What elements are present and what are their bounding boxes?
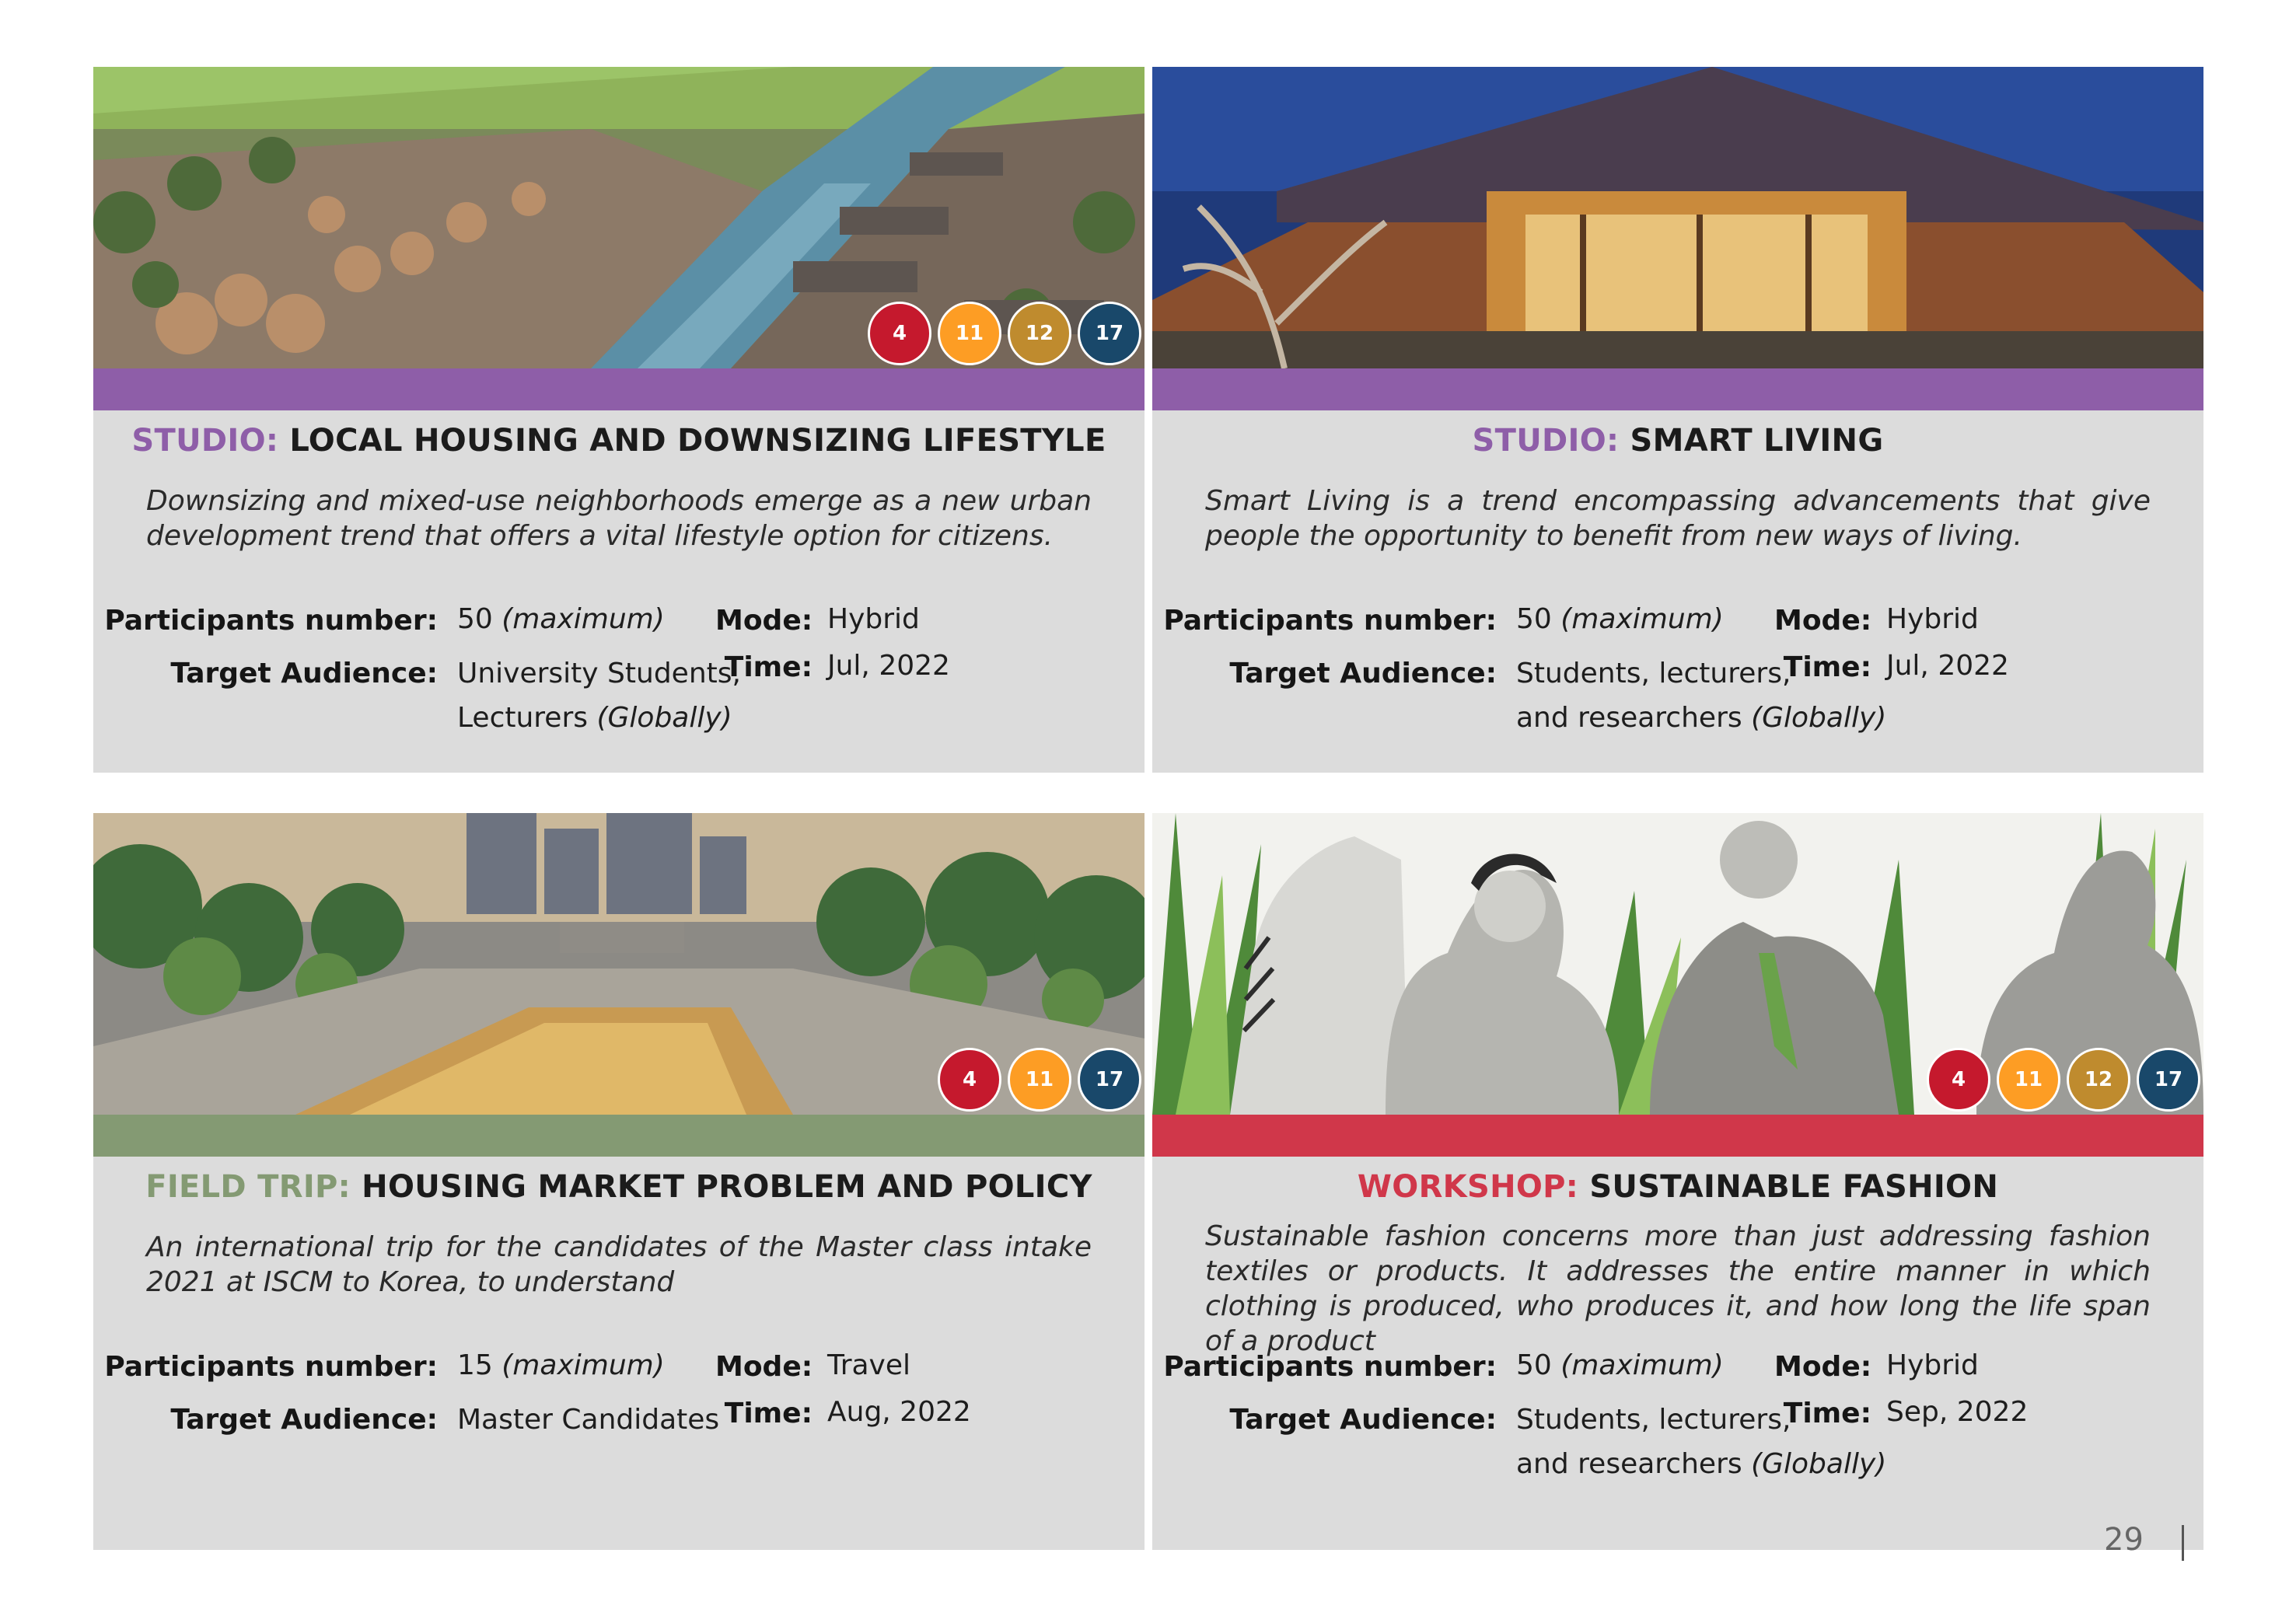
sdg-4-icon: 4 [1927,1048,1990,1112]
title-text: SUSTAINABLE FASHION [1589,1169,1999,1205]
sdg-badges [1927,1048,2200,1112]
card-description: Smart Living is a trend encompassing advancements that give people the opportunity to benefit from new ways of living. [1205,485,2151,552]
card-sustainable-fashion [1152,813,2203,1550]
sdg-11-icon: 11 [1997,1048,2060,1112]
card-smart-living [1152,67,2203,773]
time-value: Jul, 2022 [827,650,950,682]
participants-label: Participants number: [104,1351,438,1383]
card-title [93,1169,1145,1205]
sdg-12-icon: 12 [1008,302,1071,365]
category-label: STUDIO: [1472,423,1620,459]
urban-stream-photo [93,813,1145,1115]
card-title [1152,423,2203,459]
audience-value: Students, lecturers, and researchers (Globally) [1516,658,1887,734]
participants-label: Participants number: [1163,1351,1497,1383]
title-text: HOUSING MARKET PROBLEM AND POLICY [362,1169,1092,1205]
participants-value: 50 (maximum) [1516,1349,1724,1381]
participants-value: 15 (maximum) [457,1349,665,1381]
participants-label: Participants number: [1163,605,1497,637]
mode-value: Hybrid [1886,1349,1979,1381]
time-value: Sep, 2022 [1886,1396,2029,1428]
audience-label: Target Audience: [170,1404,438,1436]
sdg-17-icon: 17 [1078,1048,1141,1112]
audience-value: University Students, Lecturers (Globally) [457,658,741,734]
mode-label: Mode: [1774,605,1872,637]
time-label: Time: [1783,651,1871,683]
category-band [93,368,1145,410]
mode-label: Mode: [715,1351,813,1383]
mode-value: Hybrid [1886,603,1979,635]
time-label: Time: [724,1398,813,1429]
page-number: 29 [2104,1522,2144,1558]
audience-value: Master Candidates [457,1404,720,1436]
sdg-4-icon: 4 [868,302,931,365]
category-label: FIELD TRIP: [145,1169,351,1205]
time-label: Time: [1783,1398,1871,1429]
audience-label: Target Audience: [1229,658,1497,689]
fashion-collage-photo [1152,813,2203,1115]
audience-label: Target Audience: [170,658,438,689]
mode-value: Travel [827,1349,911,1381]
participants-label: Participants number: [104,605,438,637]
sdg-4-icon: 4 [938,1048,1001,1112]
category-label: STUDIO: [131,423,279,459]
card-description: Sustainable fashion concerns more than just addressing fashion textiles or products. It addresses the entire manner in which clothing is produced, who produces it, and how long the life span of a product [1205,1220,2151,1357]
title-text: SMART LIVING [1630,423,1884,459]
mode-label: Mode: [715,605,813,637]
card-title [1152,1169,2203,1205]
card-title [93,423,1145,459]
category-band [1152,1115,2203,1157]
sdg-17-icon: 17 [2137,1048,2200,1112]
time-value: Jul, 2022 [1886,650,2009,682]
card-housing-market [93,813,1145,1550]
audience-label: Target Audience: [1229,1404,1497,1436]
sdg-badges [868,302,1141,365]
time-value: Aug, 2022 [827,1396,971,1428]
brick-house-night-photo [1152,67,2203,368]
title-text: LOCAL HOUSING AND DOWNSIZING LIFESTYLE [289,423,1106,459]
mode-value: Hybrid [827,603,920,635]
mode-label: Mode: [1774,1351,1872,1383]
card-local-housing [93,67,1145,773]
aerial-river-village-photo [93,67,1145,368]
card-description: An international trip for the candidates of the Master class intake 2021 at ISCM to Korea, to understand [146,1231,1092,1298]
participants-value: 50 (maximum) [1516,603,1724,635]
sdg-11-icon: 11 [1008,1048,1071,1112]
category-band [93,1115,1145,1157]
sdg-12-icon: 12 [2067,1048,2130,1112]
category-band [1152,368,2203,410]
participants-value: 50 (maximum) [457,603,665,635]
time-label: Time: [724,651,813,683]
audience-value: Students, lecturers, and researchers (Globally) [1516,1404,1887,1480]
category-label: WORKSHOP: [1357,1169,1579,1205]
sdg-17-icon: 17 [1078,302,1141,365]
sdg-11-icon: 11 [938,302,1001,365]
card-description: Downsizing and mixed-use neighborhoods emerge as a new urban development trend that offers a vital lifestyle option for citizens. [146,485,1092,552]
page-divider [2182,1525,2184,1561]
sdg-badges [938,1048,1141,1112]
